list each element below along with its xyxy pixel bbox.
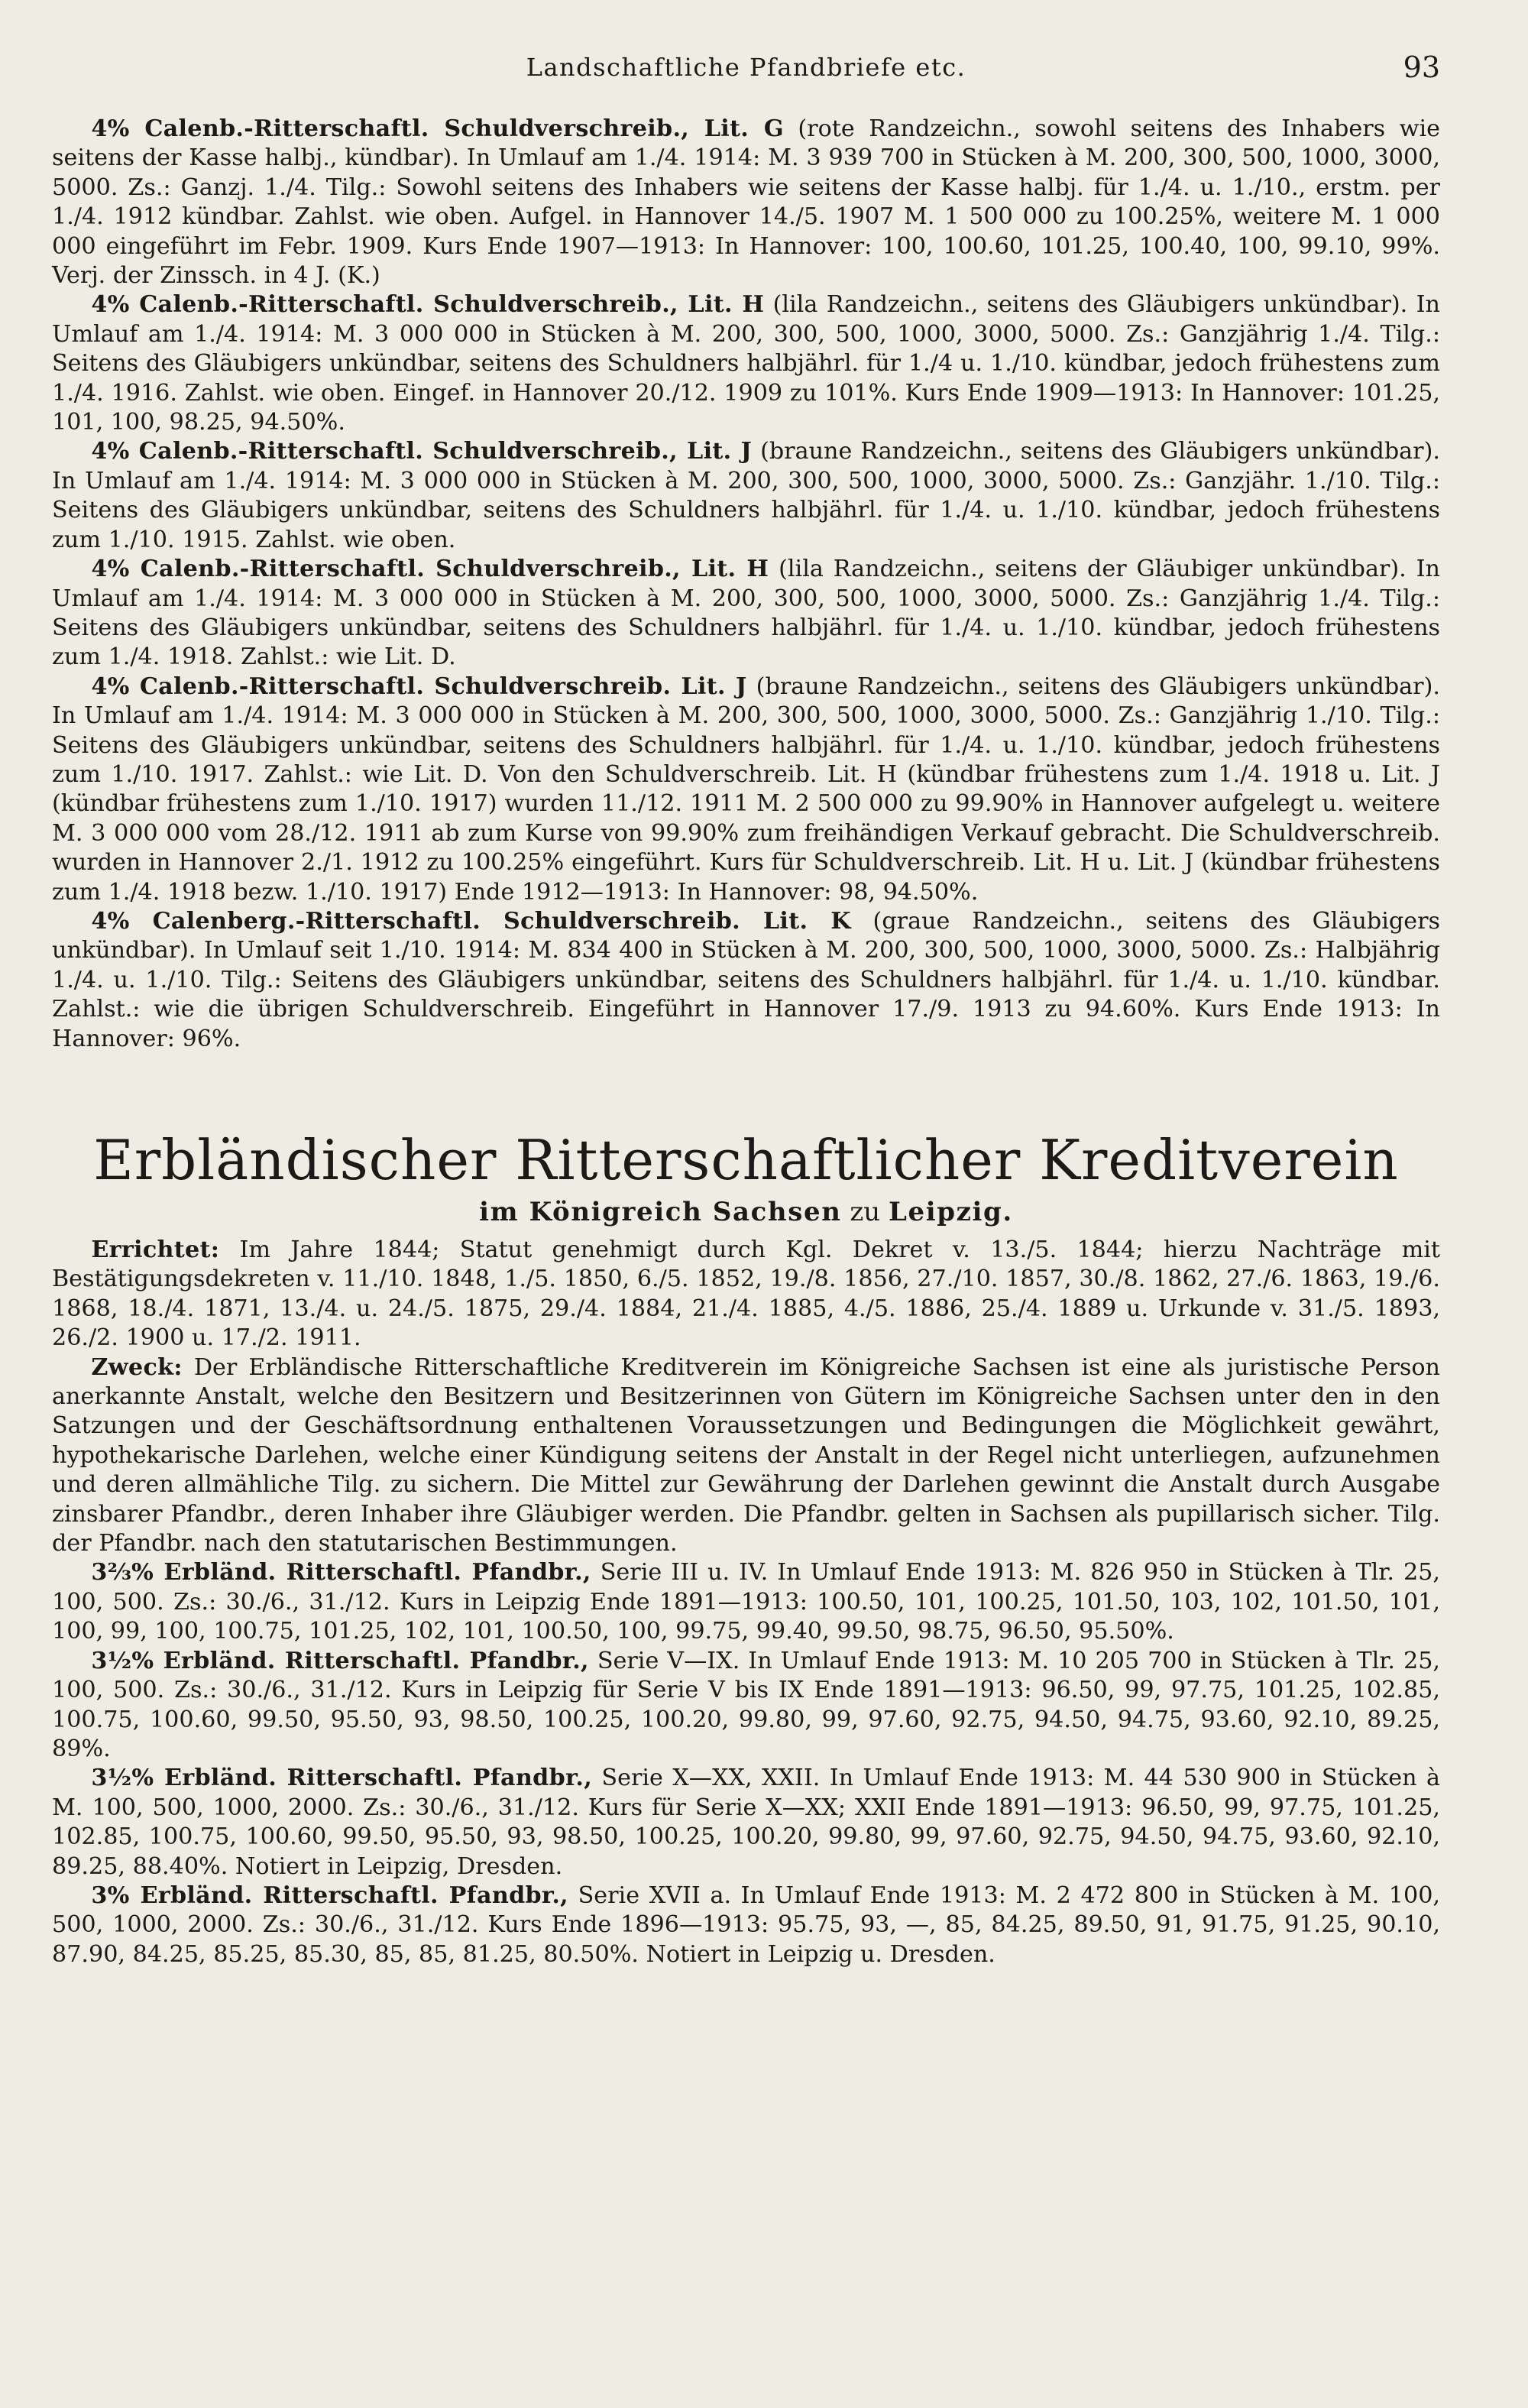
entry-body: (braune Randzeichn., seitens des Gläubigers unkündbar). In Umlauf am 1./4. 1914: M. 3 000 000 in Stücken à M. 200, 300, 500, 1000, 3000, 5000. Zs.: Ganzjähr. 1./10. Tilg.: Seitens des Gläubigers unkündbar, seitens des Schuldners halbjährl. für 1./4. u. 1./10. kündbar, jedoch frühestens zum 1./10. 1915. Zahlst. wie oben. bbox=[52, 438, 1440, 553]
subtitle-city: Leipzig. bbox=[889, 1197, 1013, 1227]
bond-entry bbox=[52, 672, 1440, 907]
entry-lead: 3⅔% Erbländ. Ritterschaftl. Pfandbr., bbox=[91, 1559, 591, 1586]
bond-entry bbox=[52, 1558, 1440, 1646]
entry-lead: 3½% Erbländ. Ritterschaftl. Pfandbr., bbox=[91, 1647, 589, 1674]
bond-entry bbox=[52, 555, 1440, 672]
running-title: Landschaftliche Pfandbriefe etc. bbox=[526, 53, 966, 82]
entry-lead: Zweck: bbox=[91, 1353, 183, 1381]
entry-lead: Errichtet: bbox=[91, 1236, 220, 1263]
entry-lead: 4% Calenb.-Ritterschaftl. Schuldverschreib., Lit. G bbox=[91, 115, 784, 142]
entry-body: Im Jahre 1844; Statut genehmigt durch Kgl. Dekret v. 13./5. 1844; hierzu Nachträge mit Bestätigungsdekreten v. 11./10. 1848, 1./5. 1850, 6./5. 1852, 19./8. 1856, 27./10. 1857, 30./8. 1862, 27./6. 1863, 19./6. 1868, 18./4. 1871, 13./4. u. 24./5. 1875, 29./4. 1884, 21./4. 1885, 4./5. 1886, 25./4. 1889 u. Urkunde v. 31./5. 1893, 26./2. 1900 u. 17./2. 1911. bbox=[52, 1236, 1440, 1352]
info-entry-zweck bbox=[52, 1353, 1440, 1559]
entry-body: (rote Randzeichn., sowohl seitens des Inhabers wie seitens der Kasse halbj., kündbar). In Umlauf am 1./4. 1914: M. 3 939 700 in Stücken à M. 200, 300, 500, 1000, 3000, 5000. Zs.: Ganzj. 1./4. Tilg.: Sowohl seitens des Inhabers wie seitens der Kasse halbj. für 1./4. u. 1./10., erstm. per 1./4. 1912 kündbar. Zahlst. wie oben. Aufgel. in Hannover 14./5. 1907 M. 1 500 000 zu 100.25%, weitere M. 1 000 000 eingeführt im Febr. 1909. Kurs Ende 1907—1913: In Hannover: 100, 100.60, 101.25, 100.40, 100, 99.10, 99%. Verj. der Zinssch. in 4 J. (K.) bbox=[52, 115, 1440, 290]
entry-lead: 4% Calenb.-Ritterschaftl. Schuldverschreib., Lit. H bbox=[91, 291, 765, 319]
entry-lead: 3% Erbländ. Ritterschaftl. Pfandbr., bbox=[91, 1881, 568, 1909]
bond-entry bbox=[52, 437, 1440, 555]
info-entry-errichtet bbox=[52, 1236, 1440, 1353]
bond-entries-calenberg bbox=[52, 115, 1440, 1054]
bond-entry bbox=[52, 290, 1440, 437]
page-number: 93 bbox=[1403, 50, 1440, 84]
entry-body: Serie V—IX. In Umlauf Ende 1913: M. 10 205 700 in Stücken à Tlr. 25, 100, 500. Zs.: 30./6., 31./12. Kurs in Leipzig für Serie V bis IX Ende 1891—1913: 96.50, 99, 97.75, 101.25, 102.85, 100.75, 100.60, 99.50, 95.50, 93, 98.50, 100.25, 100.20, 99.80, 99, 97.60, 92.75, 94.50, 94.75, 93.60, 92.10, 89.25, 89%. bbox=[52, 1647, 1440, 1762]
entry-body: Serie X—XX, XXII. In Umlauf Ende 1913: M. 44 530 900 in Stücken à M. 100, 500, 1000, 2000. Zs.: 30./6., 31./12. Kurs für Serie X—XX; XXII Ende 1891—1913: 96.50, 99, 97.75, 101.25, 102.85, 100.75, 100.60, 99.50, 95.50, 93, 98.50, 100.25, 100.20, 99.80, 99, 97.60, 92.75, 94.50, 94.75, 93.60, 92.10, 89.25, 88.40%. Notiert in Leipzig, Dresden. bbox=[52, 1765, 1441, 1880]
entry-lead: 3½% Erbländ. Ritterschaftl. Pfandbr., bbox=[91, 1765, 593, 1792]
entry-body: Der Erbländische Ritterschaftliche Kreditverein im Königreiche Sachsen ist eine als juristische Person anerkannte Anstalt, welche den Besitzern und Besitzerinnen von Gütern im Königreiche Sachsen unter den in den Satzungen und der Geschäftsordnung enthaltenen Voraussetzungen und Bedingungen die Möglichkeit gewährt, hypothekarische Darlehen, welche einer Kündigung seitens der Anstalt in der Regel nicht unterliegen, aufzunehmen und deren allmähliche Tilg. zu sichern. Die Mittel zur Gewährung der Darlehen gewinnt die Anstalt durch Ausgabe zinsbarer Pfandbr., deren Inhaber ihre Gläubiger werden. Die Pfandbr. gelten in Sachsen als pupillarisch sicher. Tilg. der Pfandbr. nach den statutarischen Bestimmungen. bbox=[52, 1353, 1440, 1557]
bond-entry bbox=[52, 115, 1440, 290]
entry-lead: 4% Calenb.-Ritterschaftl. Schuldverschreib., Lit. J bbox=[91, 438, 753, 465]
section-title: Erbländischer Ritterschaftlicher Kreditverein bbox=[93, 1128, 1399, 1192]
bond-entry bbox=[52, 1881, 1440, 1969]
page-header bbox=[52, 44, 1440, 90]
section-subtitle bbox=[52, 1194, 1440, 1230]
entry-body: (braune Randzeichn., seitens des Gläubigers unkündbar). In Umlauf am 1./4. 1914: M. 3 000 000 in Stücken à M. 200, 300, 500, 1000, 3000, 5000. Zs.: Ganzjährig 1./10. Tilg.: Seitens des Gläubigers unkündbar, seitens des Schuldners halbjährl. für 1./4. u. 1./10. kündbar, jedoch frühestens zum 1./10. 1917. Zahlst.: wie Lit. D. Von den Schuldverschreib. Lit. H (kündbar frühestens zum 1./4. 1918 u. Lit. J (kündbar frühestens zum 1./10. 1917) wurden 11./12. 1911 M. 2 500 000 zu 99.90% in Hannover aufgelegt u. weitere M. 3 000 000 vom 28./12. 1911 ab zum Kurse von 99.90% zum freihändigen Verkauf gebracht. Die Schuldverschreib. wurden in Hannover 2./1. 1912 zu 100.25% eingeführt. Kurs für Schuldverschreib. Lit. H u. Lit. J (kündbar frühestens zum 1./4. 1918 bezw. 1./10. 1917) Ende 1912—1913: In Hannover: 98, 94.50%. bbox=[52, 672, 1440, 906]
entry-body: Serie III u. IV. In Umlauf Ende 1913: M. 826 950 in Stücken à Tlr. 25, 100, 500. Zs.: 30./6., 31./12. Kurs in Leipzig Ende 1891—1913: 100.50, 101, 100.25, 101.50, 103, 102, 101.50, 101, 100, 99, 100, 100.75, 101.25, 102, 101, 100.50, 100, 99.75, 99.40, 99.50, 98.75, 96.50, 95.50%. bbox=[52, 1559, 1440, 1645]
bond-entry bbox=[52, 907, 1440, 1054]
entry-body: Serie XVII a. In Umlauf Ende 1913: M. 2 472 800 in Stücken à M. 100, 500, 1000, 2000. Zs.: 30./6., 31./12. Kurs Ende 1896—1913: 95.75, 93, —, 85, 84.25, 89.50, 91, 91.75, 91.25, 90.10, 87.90, 84.25, 85.25, 85.30, 85, 85, 81.25, 80.50%. Notiert in Leipzig u. Dresden. bbox=[52, 1881, 1440, 1968]
bond-entry bbox=[52, 1647, 1440, 1765]
entry-lead: 4% Calenb.-Ritterschaftl. Schuldverschreib. Lit. J bbox=[91, 672, 747, 700]
kreditverein-entries bbox=[52, 1236, 1440, 1969]
entry-body: (graue Randzeichn., seitens des Gläubigers unkündbar). In Umlauf seit 1./10. 1914: M. 834 400 in Stücken à M. 200, 300, 500, 1000, 3000, 5000. Zs.: Halbjährig 1./4. u. 1./10. Tilg.: Seitens des Gläubigers unkündbar, seitens des Schuldners halbjährl. für 1./4. u. 1./10. kündbar. Zahlst.: wie die übrigen Schuldverschreib. Eingeführt in Hannover 17./9. 1913 zu 94.60%. Kurs Ende 1913: In Hannover: 96%. bbox=[52, 907, 1440, 1052]
entry-body: (lila Randzeichn., seitens des Gläubigers unkündbar). In Umlauf am 1./4. 1914: M. 3 000 000 in Stücken à M. 200, 300, 500, 1000, 3000, 5000. Zs.: Ganzjährig 1./4. Tilg.: Seitens des Gläubigers unkündbar, seitens des Schuldners halbjährl. für 1./4 u. 1./10. kündbar, jedoch frühestens zum 1./4. 1916. Zahlst. wie oben. Eingef. in Hannover 20./12. 1909 zu 101%. Kurs Ende 1909—1913: In Hannover: 101.25, 101, 100, 98.25, 94.50%. bbox=[52, 291, 1440, 436]
entry-lead: 4% Calenb.-Ritterschaftl. Schuldverschreib., Lit. H bbox=[91, 556, 769, 583]
entry-body: (lila Randzeichn., seitens der Gläubiger unkündbar). In Umlauf am 1./4. 1914: M. 3 000 000 in Stücken à M. 200, 300, 500, 1000, 3000, 5000. Zs.: Ganzjährig 1./4. Tilg.: Seitens des Gläubigers unkündbar, seitens des Schuldners halbjährl. für 1./4. u. 1./10. kündbar, jedoch frühestens zum 1./4. 1918. Zahlst.: wie Lit. D. bbox=[52, 556, 1440, 671]
subtitle-kingdom: im Königreich Sachsen bbox=[479, 1197, 842, 1227]
entry-lead: 4% Calenberg.-Ritterschaftl. Schuldverschreib. Lit. K bbox=[91, 907, 851, 935]
subtitle-connector: zu bbox=[841, 1197, 889, 1227]
bond-entry bbox=[52, 1764, 1440, 1881]
